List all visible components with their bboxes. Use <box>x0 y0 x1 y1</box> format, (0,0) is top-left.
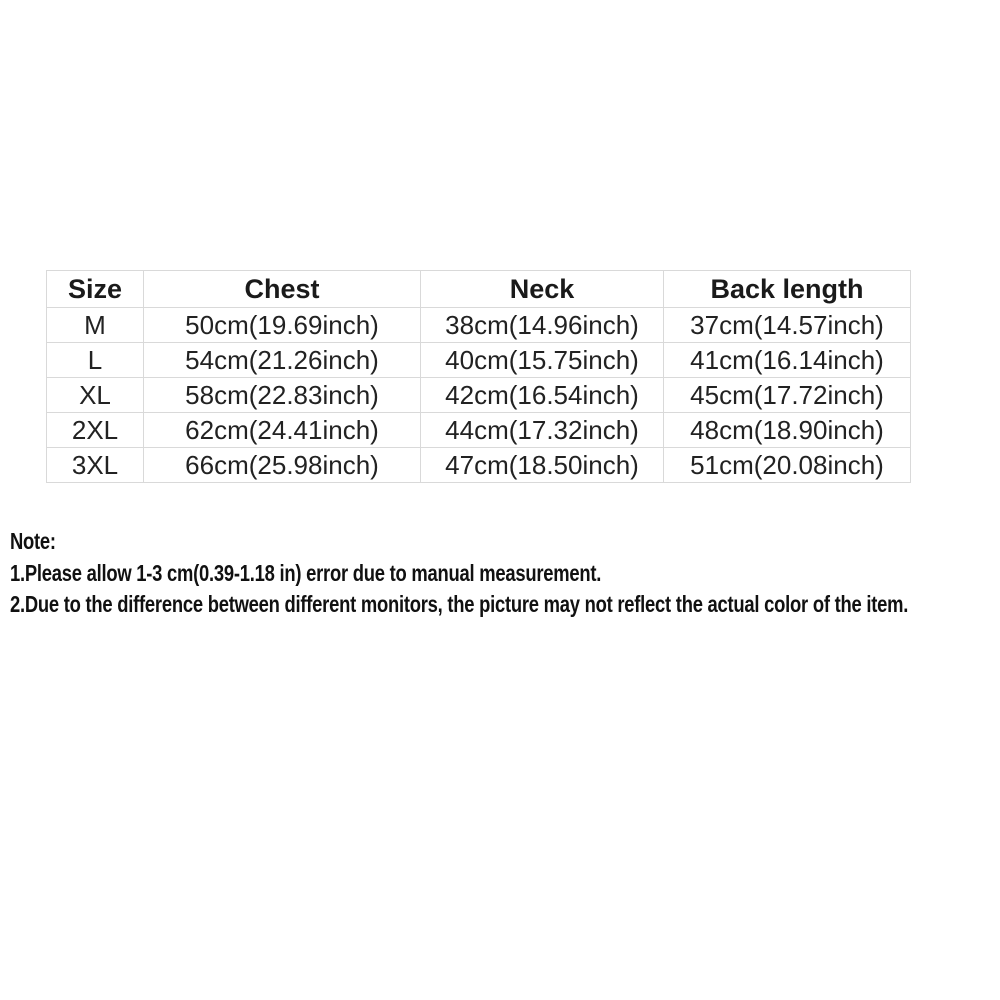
size-cell: L <box>47 343 144 378</box>
chest-cell: 50cm(19.69inch) <box>144 308 421 343</box>
size-cell: XL <box>47 378 144 413</box>
back-length-cell: 51cm(20.08inch) <box>664 448 911 483</box>
back-length-cell: 37cm(14.57inch) <box>664 308 911 343</box>
chest-cell: 58cm(22.83inch) <box>144 378 421 413</box>
column-header-chest: Chest <box>144 271 421 308</box>
column-header-back-length: Back length <box>664 271 911 308</box>
back-length-cell: 41cm(16.14inch) <box>664 343 911 378</box>
table-row-3xl <box>47 448 911 483</box>
table-row-2xl <box>47 413 911 448</box>
neck-cell: 38cm(14.96inch) <box>421 308 664 343</box>
back-length-cell: 45cm(17.72inch) <box>664 378 911 413</box>
note-line-1: 1.Please allow 1-3 cm(0.39-1.18 in) error due to manual measurement. <box>10 559 602 586</box>
neck-cell: 42cm(16.54inch) <box>421 378 664 413</box>
column-header-neck: Neck <box>421 271 664 308</box>
size-cell: M <box>47 308 144 343</box>
chest-cell: 66cm(25.98inch) <box>144 448 421 483</box>
chest-cell: 54cm(21.26inch) <box>144 343 421 378</box>
neck-cell: 44cm(17.32inch) <box>421 413 664 448</box>
size-cell: 3XL <box>47 448 144 483</box>
size-cell: 2XL <box>47 413 144 448</box>
size-chart-table <box>46 270 911 483</box>
table-row-m <box>47 308 911 343</box>
column-header-size: Size <box>47 271 144 308</box>
chest-cell: 62cm(24.41inch) <box>144 413 421 448</box>
header-row <box>47 271 911 308</box>
note-title: Note: <box>10 528 56 554</box>
note-line-2: 2.Due to the difference between different monitors, the picture may not reflect the actual color of the item. <box>10 591 909 617</box>
neck-cell: 47cm(18.50inch) <box>421 448 664 483</box>
table-row-l <box>47 343 911 378</box>
neck-cell: 40cm(15.75inch) <box>421 343 664 378</box>
table-row-xl <box>47 378 911 413</box>
back-length-cell: 48cm(18.90inch) <box>664 413 911 448</box>
note-section <box>10 526 1000 621</box>
